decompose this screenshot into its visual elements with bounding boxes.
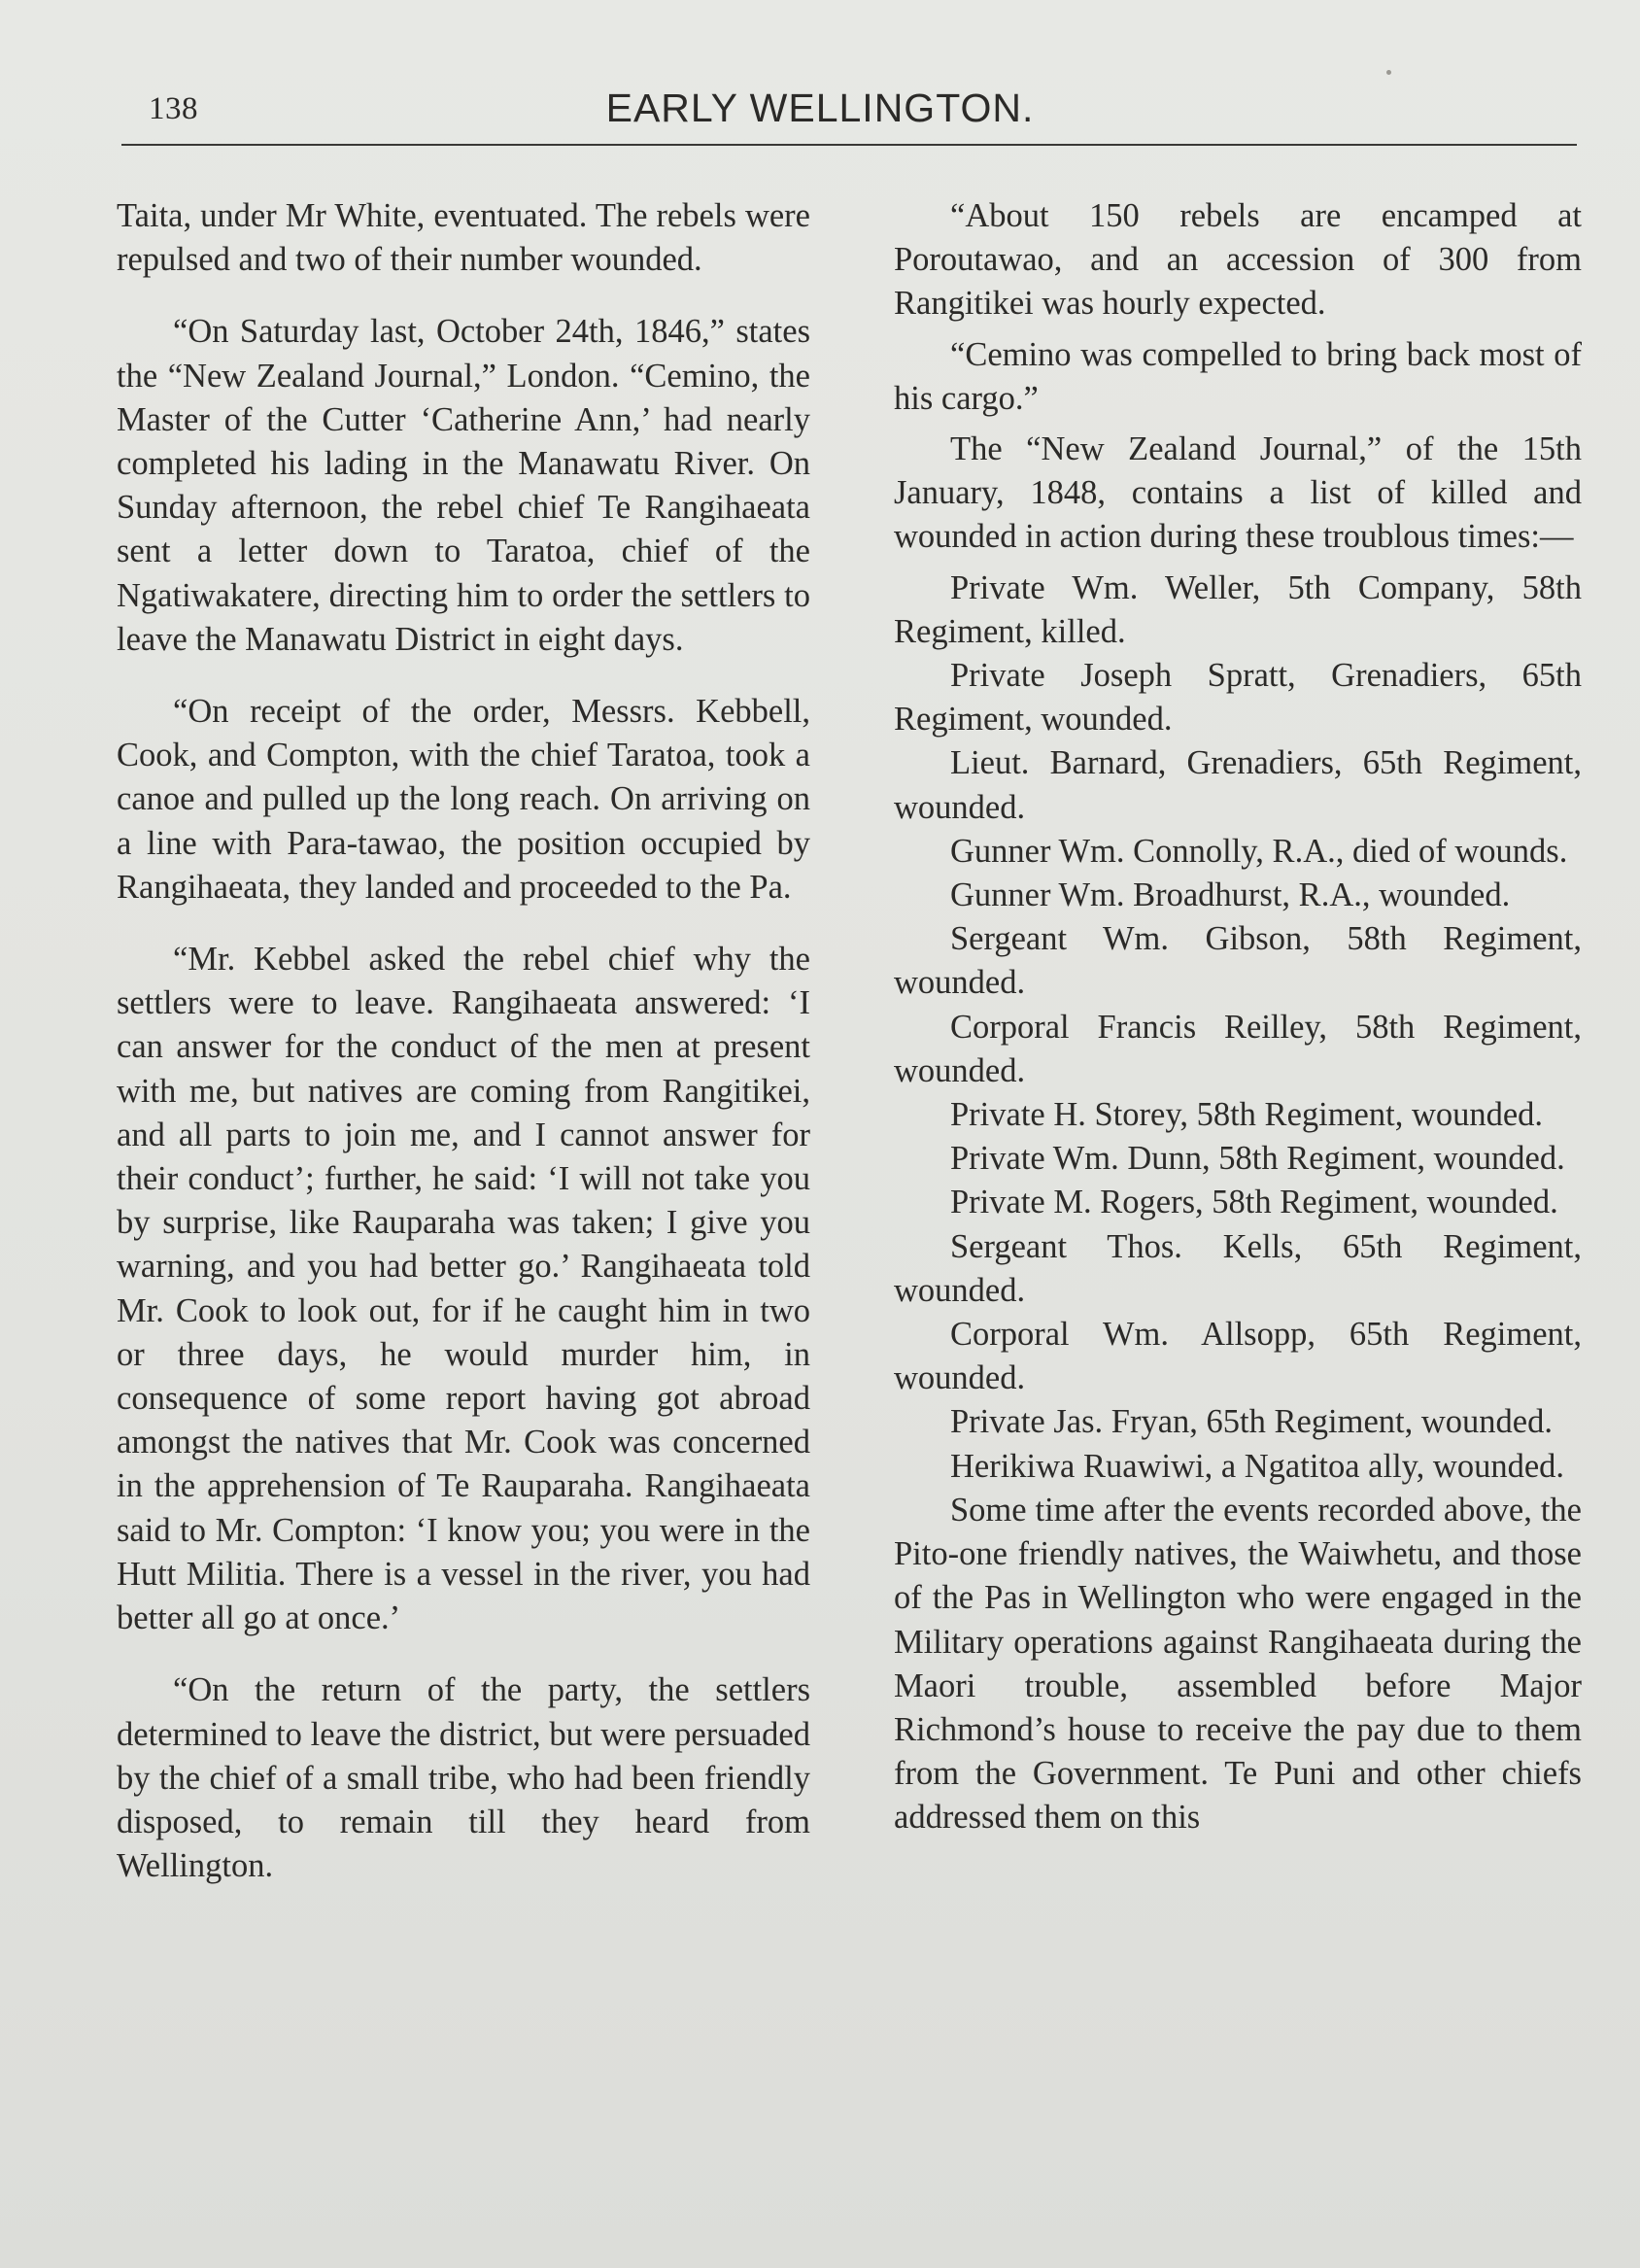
casualty-entry: Private Joseph Spratt, Grenadiers, 65th Regiment, wounded. bbox=[894, 657, 1582, 739]
casualty-entry: Herikiwa Ruawiwi, a Ngatitoa ally, wounded. bbox=[950, 1447, 1565, 1485]
casualty-entry: Corporal Wm. Allsopp, 65th Regiment, wounded. bbox=[894, 1316, 1582, 1397]
casualty-entry: Private Wm. Weller, 5th Company, 58th Regiment, killed. bbox=[894, 568, 1582, 650]
paragraph: Some time after the events recorded above, the Pito-one friendly natives, the Waiwhetu, and those of the Pas in Wellington who were engaged in the Military operations against Rangihaeata during the Maori trouble, assembled before Major Richmond’s house to receive the pay due to them from the Government. Te Puni and other chiefs addressed them on this bbox=[894, 1491, 1582, 1837]
casualty-entry: Corporal Francis Reilley, 58th Regiment, wounded. bbox=[894, 1008, 1582, 1089]
casualty-entry: Private Wm. Dunn, 58th Regiment, wounded. bbox=[950, 1140, 1565, 1178]
casualty-entry: Sergeant Wm. Gibson, 58th Regiment, wounded. bbox=[894, 920, 1582, 1002]
casualty-list bbox=[894, 567, 1582, 1489]
casualty-entry: Private M. Rogers, 58th Regiment, wounded. bbox=[950, 1184, 1558, 1221]
casualty-entry: Gunner Wm. Connolly, R.A., died of wounds. bbox=[950, 832, 1568, 870]
paragraph: The “New Zealand Journal,” of the 15th January, 1848, contains a list of killed and wounded in action during these troublous times:— bbox=[894, 430, 1582, 556]
page-header bbox=[121, 86, 1577, 146]
paper-speck bbox=[1386, 70, 1391, 75]
casualty-entry: Gunner Wm. Broadhurst, R.A., wounded. bbox=[950, 876, 1511, 914]
paragraph: “On the return of the party, the settlers determined to leave the district, but were persuaded by the chief of a small tribe, who had been friendly disposed, to remain till they heard from Wellington. bbox=[117, 1671, 810, 1885]
paragraph: “Mr. Kebbel asked the rebel chief why the settlers were to leave. Rangihaeata answered: ‘I can answer for the conduct of the men at present with me, but natives are coming from Rangitikei, and all parts to join me, and I cannot answer for their conduct’; further, he said: ‘I will not take you by surprise, like Rauparaha was taken; I give you warning, and you had better go.’ Rangihaeata told Mr. Cook to look out, for if he caught him in two or three days, he would murder him, in consequence of some report having got abroad amongst the natives that Mr. Cook was concerned in the apprehension of Te Rauparaha. Rangihaeata said to Mr. Compton: ‘I know you; you were in the Hutt Militia. There is a vessel in the river, you had better all go at once.’ bbox=[117, 941, 810, 1637]
casualty-entry: Sergeant Thos. Kells, 65th Regiment, wounded. bbox=[894, 1227, 1582, 1309]
paragraph: Taita, under Mr White, eventuated. The rebels were repulsed and two of their number wounded. bbox=[117, 197, 810, 279]
page-number: 138 bbox=[149, 91, 198, 126]
casualty-entry: Private Jas. Fryan, 65th Regiment, wounded. bbox=[950, 1403, 1553, 1441]
paragraph: “On Saturday last, October 24th, 1846,” states the “New Zealand Journal,” London. “Cemino, the Master of the Cutter ‘Catherine Ann,’ had nearly completed his lading in the Manawatu River. On Sunday afternoon, the rebel chief Te Rangihaeata sent a letter down to Taratoa, chief of the Ngatiwakatere, directing him to order the settlers to leave the Manawatu District in eight days. bbox=[117, 313, 810, 658]
running-title: EARLY WELLINGTON. bbox=[605, 86, 1035, 130]
casualty-entry: Lieut. Barnard, Grenadiers, 65th Regiment, wounded. bbox=[894, 744, 1582, 826]
paragraph: “About 150 rebels are encamped at Poroutawao, and an accession of 300 from Rangitikei was hourly expected. bbox=[894, 197, 1582, 323]
casualty-entry: Private H. Storey, 58th Regiment, wounded. bbox=[950, 1096, 1544, 1134]
right-column bbox=[894, 194, 1582, 1840]
left-column bbox=[117, 194, 810, 1888]
paragraph: “Cemino was compelled to bring back most of his cargo.” bbox=[894, 335, 1582, 417]
paragraph: “On receipt of the order, Messrs. Kebbell, Cook, and Compton, with the chief Taratoa, took a canoe and pulled up the long reach. On arriving on a line with Para-tawao, the position occupied by Rangihaeata, they landed and proceeded to the Pa. bbox=[117, 693, 810, 906]
